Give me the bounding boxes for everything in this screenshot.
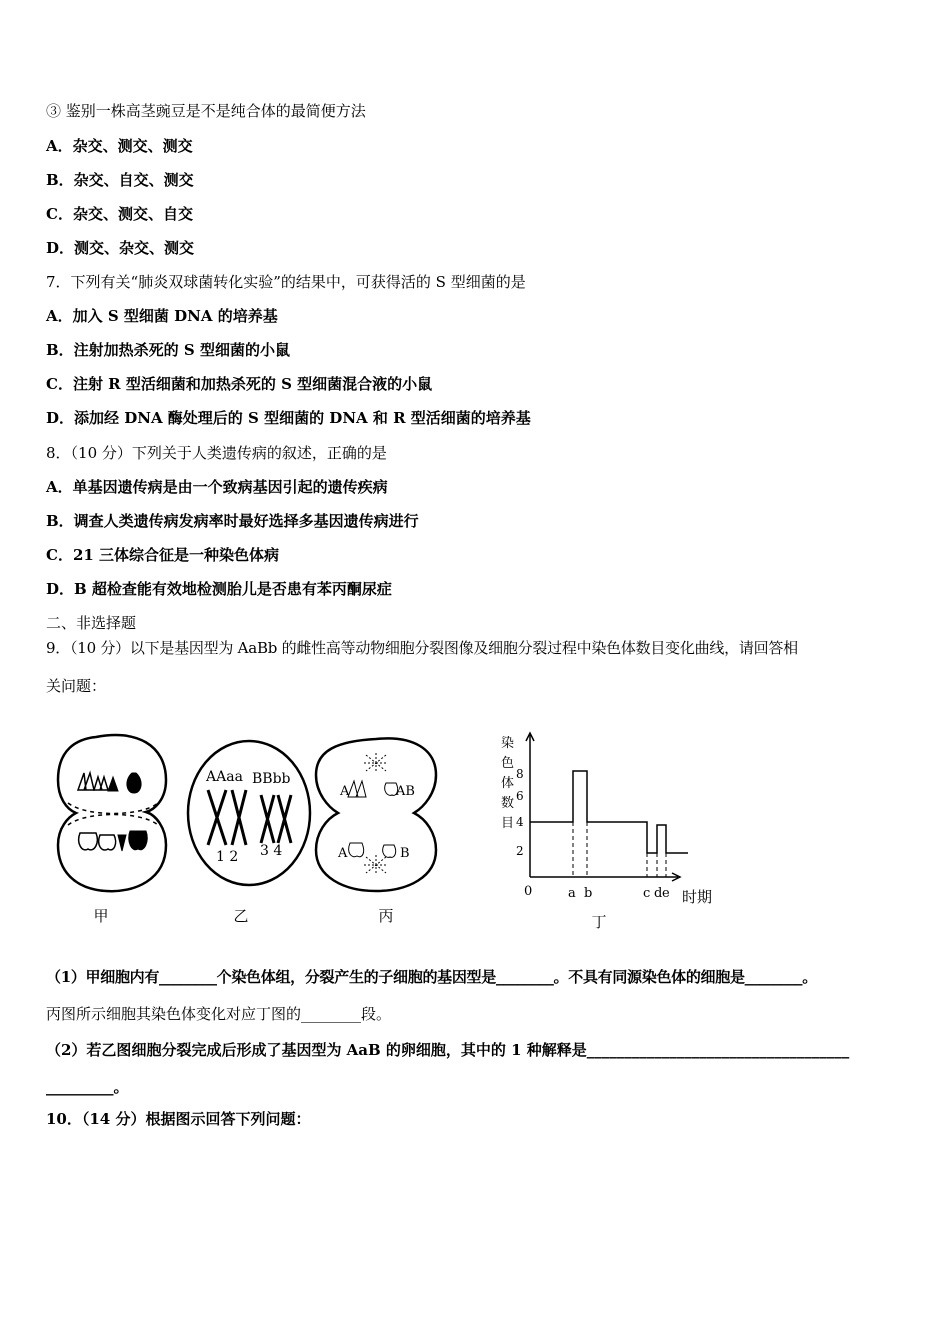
label-yi: 乙 <box>233 907 249 925</box>
graph-ylabel-char-4: 数 <box>501 796 515 811</box>
cell-bing <box>316 738 436 891</box>
q9-part1-line2: 丙图所示细胞其染色体变化对应丁图的________段。 <box>46 1005 392 1023</box>
q6-option-c: C．杂交、测交、自交 <box>46 205 193 223</box>
graph-ytick-4: 4 <box>516 815 524 829</box>
q6-item3: ③ 鉴别一株高茎豌豆是不是纯合体的最简便方法 <box>46 102 366 120</box>
cell-division-figure <box>46 725 726 940</box>
graph-x-b: b <box>584 886 593 901</box>
q9-part2-line1: （2）若乙图细胞分裂完成后形成了基因型为 AaB 的卵细胞，其中的 1 种解释是___________________________________ <box>46 1041 850 1059</box>
q8-stem: 8．（10 分）下列关于人类遗传病的叙述，正确的是 <box>46 444 387 462</box>
q8-option-a: A．单基因遗传病是由一个致病基因引起的遗传疾病 <box>46 478 388 496</box>
q9-part2-line2: _________。 <box>46 1078 129 1096</box>
label-bing: 丙 <box>378 907 394 925</box>
graph-x-a: a <box>568 886 576 901</box>
q7-option-d: D．添加经 DNA 酶处理后的 S 型细菌的 DNA 和 R 型活细菌的培养基 <box>46 409 531 427</box>
q9-figure <box>46 725 726 940</box>
q6-option-b: B．杂交、自交、测交 <box>46 171 194 189</box>
label-jia: 甲 <box>93 907 109 925</box>
cell-yi <box>188 741 310 885</box>
q8-option-c: C．21 三体综合征是一种染色体病 <box>46 546 280 564</box>
q8-option-b: B．调查人类遗传病发病率时最好选择多基因遗传病进行 <box>46 512 419 530</box>
q9-stem-line1: 9．（10 分）以下是基因型为 AaBb 的雌性高等动物细胞分裂图像及细胞分裂过程中染色体数目变化曲线，请回答相 <box>46 639 798 657</box>
graph-ytick-6: 6 <box>516 789 524 803</box>
yi-numbers-left: 1 2 <box>216 849 239 865</box>
q6-option-d: D．测交、杂交、测交 <box>46 239 195 257</box>
graph-origin: 0 <box>524 884 533 899</box>
q6-option-a: A．杂交、测交、测交 <box>46 137 193 155</box>
q7-option-a: A．加入 S 型细菌 DNA 的培养基 <box>46 307 278 325</box>
q7-option-b: B．注射加热杀死的 S 型细菌的小鼠 <box>46 341 290 359</box>
bing-bottom-right: B <box>400 846 410 861</box>
bing-top-right: AB <box>396 784 415 799</box>
graph-x-d: d <box>654 886 663 901</box>
cell-jia <box>58 735 166 891</box>
q8-option-d: D．B 超检查能有效地检测胎儿是否患有苯丙酮尿症 <box>46 580 392 598</box>
q9-stem-line2: 关问题： <box>46 677 107 695</box>
graph-ding <box>501 733 712 931</box>
yi-genes-left: AAaa <box>206 769 243 785</box>
graph-ylabel-char-5: 目 <box>501 816 515 831</box>
graph-ytick-8: 8 <box>516 767 524 781</box>
section-heading: 二、非选择题 <box>46 614 137 632</box>
graph-xlabel: 时期 <box>682 888 713 906</box>
yi-numbers-right: 3 4 <box>260 843 283 859</box>
graph-ylabel-char-1: 染 <box>501 736 515 751</box>
q9-part1-line1: （1）甲细胞内有________个染色体组，分裂产生的子细胞的基因型是________。不具有同源染色体的细胞是________。 <box>46 968 817 986</box>
graph-ylabel-char-2: 色 <box>501 756 515 771</box>
q7-stem: 7．下列有关“肺炎双球菌转化实验”的结果中，可获得活的 S 型细菌的是 <box>46 273 526 291</box>
q10-stem: 10．（14 分）根据图示回答下列问题： <box>46 1110 311 1128</box>
graph-ytick-2: 2 <box>516 844 524 858</box>
graph-ylabel-char-3: 体 <box>501 776 515 791</box>
q7-option-c: C．注射 R 型活细菌和加热杀死的 S 型细菌混合液的小鼠 <box>46 375 433 393</box>
label-ding: 丁 <box>591 913 607 931</box>
yi-genes-right: BBbb <box>252 771 291 787</box>
graph-x-e: e <box>662 886 670 901</box>
bing-bottom-left: A <box>338 846 348 861</box>
bing-top-left: A <box>340 784 350 799</box>
graph-x-c: c <box>643 886 651 901</box>
